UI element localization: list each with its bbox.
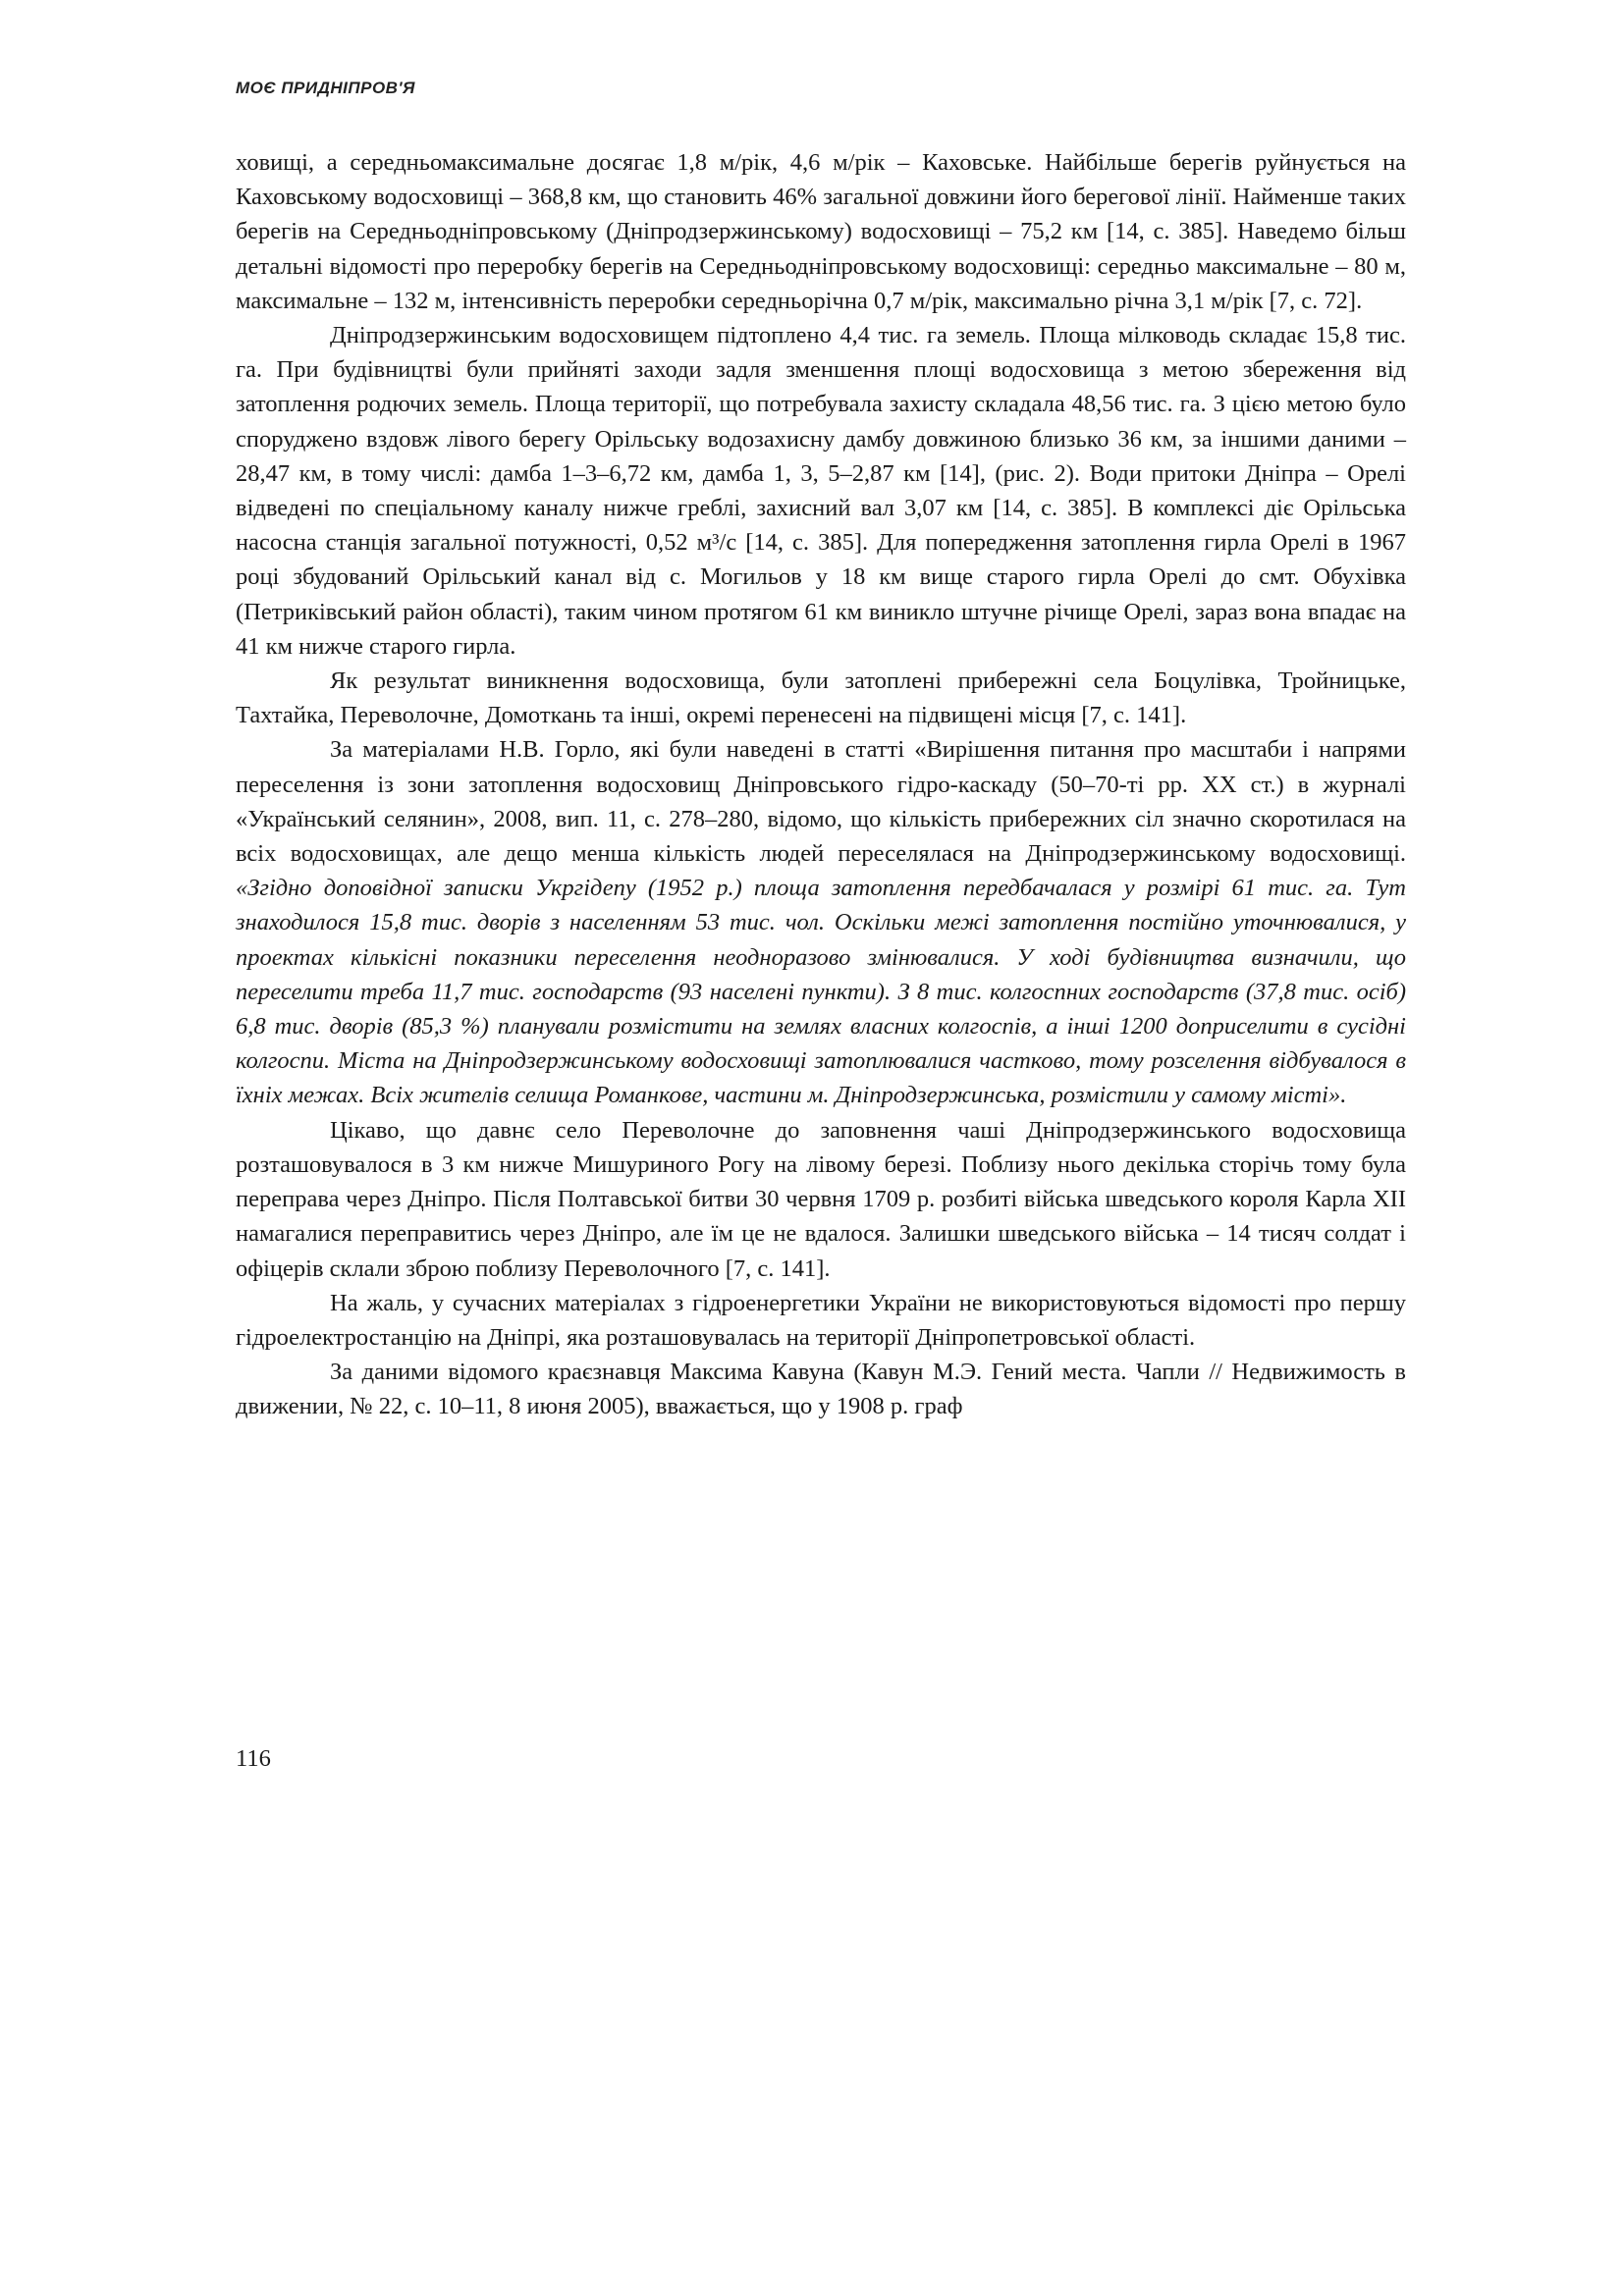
paragraph-text: Цікаво, що давнє село Переволочне до заповнення чаші Дніпродзержинського водосховища розташовувалося в 3 км нижче Мишуриного Рогу на лівому березі. Поблизу нього декілька сторічь тому була переправа через Дніпро. Після Полтавської битви 30 червня 1709 р. розбиті війська шведського короля Карла XII намагалися переправитись через Дніпро, але їм це не вдалося. Залишки шведського війська – 14 тисяч солдат і офіцерів склали зброю поблизу Переволочного [7, с. 141]. (236, 1116, 1406, 1282)
paragraph-text: Дніпродзержинським водосховищем підтоплено 4,4 тис. га земель. Площа мілководь складає 15,8 тис. га. При будівництві були прийняті заходи задля зменшення площі водосховища з метою збереження від затоплення родючих земель. Площа території, що потребувала захисту складала 48,56 тис. га. З цією метою було споруджено вздовж лівого берегу Орільську водозахисну дамбу довжиною близько 36 км, за іншими даними – 28,47 км, в тому числі: дамба 1–3–6,72 км, дамба 1, 3, 5–2,87 км [14], (рис. 2). Води притоки Дніпра – Орелі відведені по спеціальному каналу нижче греблі, захисний вал 3,07 км [14, с. 385]. В комплексі діє Орільська насосна станція загальної потужності, 0,52 м³/с [14, с. 385]. Для попередження затоплення гирла Орелі в 1967 році збудований Орільський канал від с. Могильов у 18 км вище старого гирла Орелі до смт. Обухівка (Петриківський район області), таким чином протягом 61 км виникло штучне річище Орелі, зараз вона впадає на 41 км нижче старого гирла. (236, 322, 1406, 660)
paragraph-text: ховищі, а середньомаксимальне досягає 1,8 м/рік, 4,6 м/рік – Каховське. Найбільше берегів руйнується на Каховському водосховищі – 368,8 км, що становить 46% загальної довжини його берегової лінії. Найменше таких берегів на Середньодніпровському (Дніпродзержинському) водосховищі – 75,2 км [14, с. 385]. Наведемо більш детальні відомості про переробку берегів на Середньодніпровському водосховищі: середньо максимальне – 80 м, максимальне – 132 м, інтенсивність переробки середньорічна 0,7 м/рік, максимально річна 3,1 м/рік [7, с. 72]. (236, 149, 1406, 314)
paragraph-text: На жаль, у сучасних матеріалах з гідроенергетики України не використовуються відомості про першу гідроелектростанцію на Дніпрі, яка розташовувалась на території Дніпропетровської області. (236, 1289, 1406, 1351)
paragraph (236, 1355, 1406, 1423)
article-body (236, 145, 1406, 1424)
paragraph-text: За даними відомого краєзнавця Максима Кавуна (Кавун М.Э. Гений места. Чапли // Недвижимость в движении, № 22, с. 10–11, 8 июня 2005), вважається, що у 1908 р. граф (236, 1359, 1406, 1420)
running-head: МОЄ ПРИДНІПРОВ'Я (236, 79, 415, 97)
quote-text: «Згідно доповідної записки Укргідепу (1952 р.) площа затоплення передбачалася у розмірі 61 тис. га. Тут знаходилося 15,8 тис. дворів з населенням 53 тис. чол. Оскільки межі затоплення постійно уточнювалися, у проектах кількісні показники переселення неодноразово змінювалися. У ході будівництва визначили, що переселити треба 11,7 тис. господарств (93 населені пункти). З 8 тис. колгоспних господарств (37,8 тис. осіб) 6,8 тис. дворів (85,3 %) планували розмістити на землях власних колгоспів, а інші 1200 доприселити в сусідні колгоспи. Міста на Дніпродзержинському водосховищі затоплювалися частково, тому розселення відбувалося в їхніх межах. Всіх жителів селища Романкове, частини м. Дніпродзержинська, розмістили у самому місті». (236, 875, 1406, 1109)
paragraph (236, 1113, 1406, 1286)
paragraph (236, 145, 1406, 318)
paragraph-text: За матеріалами Н.В. Горло, які були наведені в статті «Вирішення питання про масштаби і напрями переселення із зони затоплення водосховищ Дніпровського гідро-каскаду (50–70-ті рр. XX ст.) в журналі «Український селянин», 2008, вип. 11, с. 278–280, відомо, що кількість прибережних сіл значно скоротилася на всіх водосховищах, але дещо менша кількість людей переселялася на Дніпродзержинському водосховищі. (236, 736, 1406, 868)
paragraph-text: Як результат виникнення водосховища, були затоплені прибережні села Боцулівка, Тройницьке, Тахтайка, Переволочне, Домоткань та інші, окремі перенесені на підвищені місця [7, с. 141]. (236, 667, 1406, 729)
paragraph (236, 732, 1406, 1112)
paragraph (236, 664, 1406, 732)
paragraph (236, 318, 1406, 664)
page-number: 116 (236, 1745, 271, 1772)
paragraph (236, 1286, 1406, 1355)
